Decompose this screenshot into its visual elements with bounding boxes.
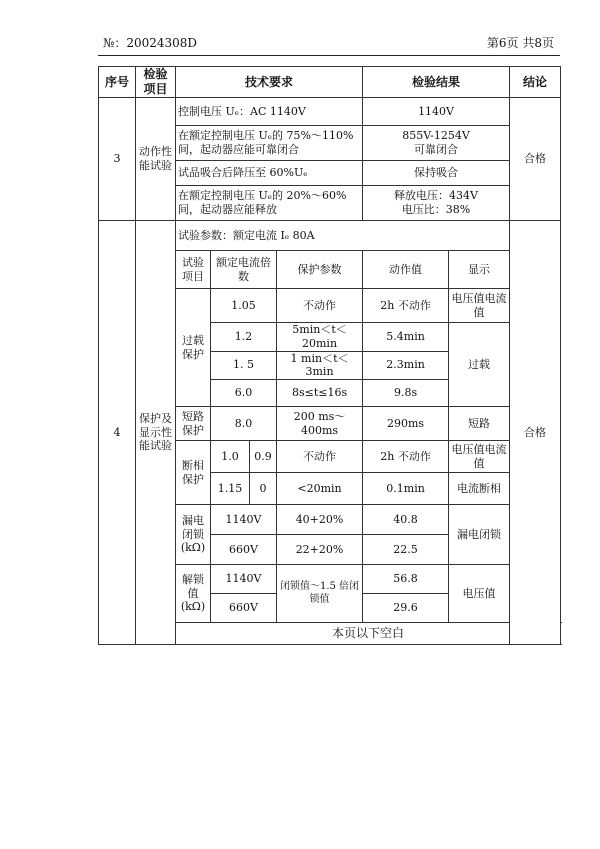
action-cell: 2h 不动作 [363, 441, 449, 473]
result-line: 可靠闭合 [414, 143, 459, 156]
protection-cell: 5min＜t＜20min [277, 323, 363, 352]
multiple-cell: 6.0 [211, 380, 277, 407]
item-protection-display: 保护及显示性能试验 [136, 221, 176, 645]
item-action-performance: 动作性能试验 [136, 98, 176, 221]
protection-cell: 40+20% [277, 505, 363, 535]
sub-col-display: 显示 [449, 251, 510, 289]
col-conclusion: 结论 [510, 67, 561, 98]
multiple-cell: 1.2 [211, 323, 277, 352]
action-cell: 0.1min [363, 473, 449, 505]
inspection-table [98, 66, 561, 645]
seq-4: 4 [99, 221, 136, 645]
action-cell: 290ms [363, 407, 449, 441]
doc-number: №：20024308D [103, 36, 198, 50]
leak-label: 漏电闭锁(kΩ) [176, 505, 211, 565]
short-label: 短路保护 [176, 407, 211, 441]
protection-cell: <20min [277, 473, 363, 505]
col-item: 检验项目 [136, 67, 176, 98]
action-cell: 56.8 [363, 565, 449, 594]
sub-col-test-item: 试验项目 [176, 251, 211, 289]
table-header-row [99, 67, 561, 98]
req-cell: 控制电压 Uₑ：AC 1140V [176, 98, 363, 126]
header-rule [98, 55, 560, 56]
conclusion-3: 合格 [510, 98, 561, 221]
req-cell: 试品吸合后降压至 60%Uₑ [176, 161, 363, 186]
display-cell: 短路 [449, 407, 510, 441]
multiple-cell: 0.9 [250, 441, 277, 473]
table-row [99, 221, 561, 251]
table-row [99, 98, 561, 126]
protection-cell: 不动作 [277, 289, 363, 323]
voltage-cell: 660V [211, 594, 277, 623]
protection-cell: 8s≤t≤16s [277, 380, 363, 407]
action-cell: 2h 不动作 [363, 289, 449, 323]
protection-cell: 1 min＜t＜3min [277, 351, 363, 380]
blank-below-note: 本页以下空白 [176, 623, 561, 645]
phase-label: 断相保护 [176, 441, 211, 505]
action-cell: 9.8s [363, 380, 449, 407]
conclusion-4: 合格 [510, 221, 561, 645]
action-cell: 40.8 [363, 505, 449, 535]
multiple-cell: 1.15 [211, 473, 250, 505]
multiple-cell: 1. 5 [211, 351, 277, 380]
display-cell: 电压值电流值 [449, 289, 510, 323]
unlock-label: 解锁值(kΩ) [176, 565, 211, 623]
voltage-cell: 1140V [211, 565, 277, 594]
display-unlock: 电压值 [449, 565, 510, 623]
display-overload: 过载 [449, 323, 510, 407]
multiple-cell: 0 [250, 473, 277, 505]
col-requirement: 技术要求 [176, 67, 363, 98]
action-cell: 2.3min [363, 351, 449, 380]
action-cell: 29.6 [363, 594, 449, 623]
page-indicator: 第6页 共8页 [486, 36, 554, 50]
result-cell: 1140V [363, 98, 510, 126]
multiple-cell: 1.0 [211, 441, 250, 473]
protection-cell: 22+20% [277, 535, 363, 565]
result-cell: 保持吸合 [363, 161, 510, 186]
seq-3: 3 [99, 98, 136, 221]
req-cell: 在额定控制电压 Uₑ的 75%～110%间，起动器应能可靠闭合 [176, 126, 363, 161]
result-cell [363, 186, 510, 221]
protection-cell: 200 ms～400ms [277, 407, 363, 441]
action-cell: 5.4min [363, 323, 449, 352]
test-parameters: 试验参数：额定电流 Iₑ 80A [176, 221, 510, 251]
col-seq: 序号 [99, 67, 136, 98]
result-line: 855V-1254V [402, 129, 470, 143]
col-result: 检验结果 [363, 67, 510, 98]
protection-cell: 不动作 [277, 441, 363, 473]
sub-col-protection: 保护参数 [277, 251, 363, 289]
action-cell: 22.5 [363, 535, 449, 565]
display-leak: 漏电闭锁 [449, 505, 510, 565]
result-line: 电压比：38% [401, 203, 471, 216]
sub-col-action: 动作值 [363, 251, 449, 289]
voltage-cell: 1140V [211, 505, 277, 535]
voltage-cell: 660V [211, 535, 277, 565]
protection-cell: 闭锁值～1.5 倍闭锁值 [277, 565, 363, 623]
display-cell: 电压值电流值 [449, 441, 510, 473]
result-line: 释放电压：434V [394, 189, 479, 203]
req-cell: 在额定控制电压 Uₑ的 20%～60%间，起动器应能释放 [176, 186, 363, 221]
multiple-cell: 8.0 [211, 407, 277, 441]
display-cell: 电流断相 [449, 473, 510, 505]
result-cell [363, 126, 510, 161]
sub-col-multiple: 额定电流倍数 [211, 251, 277, 289]
multiple-cell: 1.05 [211, 289, 277, 323]
overload-label: 过载保护 [176, 289, 211, 407]
